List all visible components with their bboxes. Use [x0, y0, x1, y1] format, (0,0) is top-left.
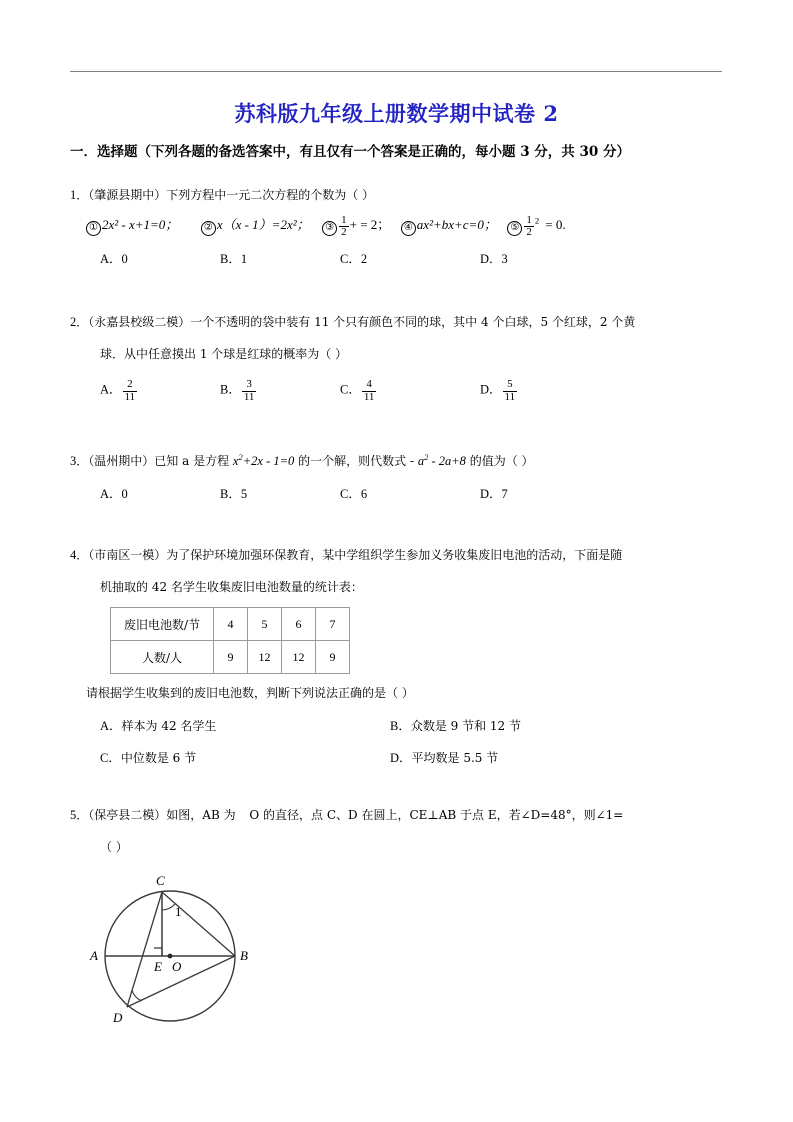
question-1-source: （肇源县期中）	[88, 188, 167, 202]
question-1-expressions	[86, 214, 566, 239]
expr-marker-3: ③	[322, 221, 337, 236]
figure-label-E: E	[154, 959, 162, 974]
question-4-text-line1: 为了保护环境加强环保教育，某中学组织学生参加义务收集废旧电池的活动，下面是随	[166, 548, 623, 562]
option-key: D．	[480, 382, 502, 397]
cell-value: 4	[214, 608, 248, 641]
cell-value: 12	[282, 641, 316, 674]
expr-5-denominator: 2	[526, 226, 532, 239]
question-1-number: 1	[70, 188, 77, 202]
question-1-stem: 1．（肇源县期中）下列方程中一元二次方程的个数为（ ）	[70, 188, 375, 202]
option-key: C．	[340, 487, 361, 501]
option-value: 2	[360, 252, 368, 266]
question-5-text-a: 如图，AB 为	[166, 808, 240, 822]
cell-value: 5	[248, 608, 282, 641]
figure-label-angle-1: 1	[175, 904, 182, 919]
option-fraction	[503, 379, 518, 403]
question-4-number: 4	[70, 548, 77, 562]
question-1-option-d[interactable]	[480, 249, 508, 267]
segment-CD	[127, 892, 162, 1007]
expr-1: 2x² - x+1=0；	[102, 217, 179, 232]
option-value: 样本为 42 名学生	[121, 719, 217, 733]
question-2-number: 2	[70, 315, 77, 329]
question-5-number: 5	[70, 808, 77, 822]
question-3-text-b: 的一个解，则代数式 -	[294, 454, 418, 468]
figure-label-O: O	[172, 959, 182, 974]
question-4-stem-line1: 4．（市南区一模）为了保护环境加强环保教育，某中学组织学生参加义务收集废旧电池的活动，下面是随	[70, 548, 623, 562]
question-4-option-a[interactable]	[100, 716, 216, 734]
cell-value: 12	[248, 641, 282, 674]
option-value: 中位数是 6 节	[120, 751, 197, 765]
row-label-battery-count: 废旧电池数/节	[111, 608, 214, 641]
angle-1-arc	[162, 904, 175, 910]
question-4-text-line2: 机抽取的 42 名学生收集废旧电池数量的统计表：	[100, 580, 363, 594]
header-divider	[70, 71, 722, 72]
question-5-text-b: O 的直径，点 C、D 在圆上，CE⊥AB 于点 E，若∠D=48°，则∠1=	[249, 808, 624, 822]
option-key: C．	[340, 252, 361, 266]
option-value: 7	[501, 487, 508, 501]
option-key: D．	[480, 487, 502, 501]
question-4-prompt	[86, 684, 414, 701]
expr-marker-4: ④	[401, 221, 416, 236]
table-row	[111, 641, 350, 674]
question-3-expression-2: $a^2 - 2a+8$	[417, 451, 466, 468]
expr-5-exponent: 2	[534, 215, 540, 226]
question-2-option-b[interactable]	[220, 379, 257, 403]
option-value: 6	[360, 487, 368, 501]
question-3-source: （温州期中）	[88, 454, 155, 468]
question-3-option-b[interactable]	[220, 484, 247, 502]
option-value: 众数是 9 节和 12 节	[410, 719, 522, 733]
option-key: B．	[220, 487, 241, 501]
option-key: C．	[100, 751, 121, 765]
option-key: A．	[100, 487, 122, 501]
option-key: A．	[100, 382, 122, 397]
cell-value: 6	[282, 608, 316, 641]
question-2-text-line1: 一个不透明的袋中装有 11 个只有颜色不同的球，其中 4 个白球，5 个红球，2 个黄	[190, 315, 636, 329]
figure-label-A: A	[90, 948, 98, 963]
question-4-stem-line2	[100, 578, 363, 595]
option-value: 平均数是 5.5 节	[411, 751, 499, 765]
figure-label-C: C	[156, 873, 165, 888]
question-4-option-d[interactable]	[390, 748, 498, 766]
option-fraction	[123, 379, 138, 403]
right-angle-mark	[154, 948, 162, 956]
expr-marker-2: ②	[201, 221, 216, 236]
page-title: 苏科版九年级上册数学期中试卷 2	[234, 101, 559, 126]
question-1-option-a[interactable]	[100, 249, 128, 267]
cell-value: 9	[316, 641, 350, 674]
expr-5-tail: = 0.	[545, 217, 566, 232]
cell-value: 7	[316, 608, 350, 641]
segment-CB	[162, 892, 235, 956]
question-4-prompt-text: 请根据学生收集到的废旧电池数，判断下列说法正确的是（ ）	[86, 686, 414, 700]
expr-2: x（x - 1）=2x²；	[216, 217, 310, 232]
expr-marker-1: ①	[86, 221, 101, 236]
option-key: A．	[100, 252, 122, 266]
question-2-source: （永嘉县校级二模）	[88, 315, 191, 329]
question-5-answer-blank: （ ）	[100, 840, 128, 854]
option-key: C．	[340, 382, 361, 397]
question-5-stem-line1: 5．（保亭县二模）如图，AB 为 O 的直径，点 C、D 在圆上，CE⊥AB 于点 E，若∠D=48°，则∠1=	[70, 808, 624, 822]
option-value: 1	[240, 252, 248, 266]
option-key: D．	[390, 751, 412, 765]
option-value: 3	[501, 252, 508, 266]
option-key: B．	[220, 382, 241, 397]
center-point-O	[168, 954, 173, 959]
question-2-stem-line2	[100, 345, 347, 362]
table-row	[111, 608, 350, 641]
question-2-option-c[interactable]	[340, 379, 377, 403]
expr-3-tail: + = 2；	[349, 217, 391, 232]
question-4-source: （市南区一模）	[88, 548, 167, 562]
option-fraction	[362, 379, 377, 403]
option-key: A．	[100, 719, 122, 733]
fraction-numerator: 2	[127, 378, 133, 390]
battery-statistics-table	[110, 607, 350, 674]
expr-5-numerator: 1	[526, 213, 532, 226]
fraction-numerator: 3	[246, 378, 252, 390]
question-4-option-b[interactable]	[390, 716, 521, 734]
expr-4: ax²+bx+c=0；	[416, 217, 497, 232]
row-label-student-count: 人数/人	[111, 641, 214, 674]
figure-label-B: B	[240, 948, 248, 963]
angle-D-arc	[132, 990, 142, 1001]
fraction-denominator: 11	[363, 390, 375, 403]
expr-3-denominator: 2	[341, 226, 347, 239]
question-3-expression-1: $x^2+2x - 1=0$	[232, 451, 295, 468]
section-heading: 一．选择题（下列各题的备选答案中，有且仅有一个答案是正确的，每小题 3 分，共 30 分）	[70, 144, 630, 160]
expr-5-fraction	[524, 215, 534, 239]
option-key: B．	[220, 252, 241, 266]
fraction-denominator: 11	[124, 390, 136, 403]
question-5-stem-line2	[100, 838, 128, 855]
expr-3-numerator: 1	[341, 213, 347, 226]
question-3-stem: 3．（温州期中）已知 a 是方程 $x^2+2x - 1=0$ 的一个解，则代数式 - $a^2 - 2a+8$ 的值为（ ）	[70, 451, 534, 468]
question-2-option-a[interactable]	[100, 379, 138, 403]
question-1-option-b[interactable]	[220, 249, 247, 267]
question-2-stem-line1: 2．（永嘉县校级二模）一个不透明的袋中装有 11 个只有颜色不同的球，其中 4 个白球，5 个红球，2 个黄	[70, 315, 636, 329]
option-value: 5	[240, 487, 248, 501]
option-value: 0	[121, 487, 128, 501]
question-3-number: 3	[70, 454, 77, 468]
option-fraction	[242, 379, 257, 403]
question-3-text-c: 的值为（ ）	[465, 454, 534, 468]
question-3-option-c[interactable]	[340, 484, 367, 502]
question-2-option-d[interactable]	[480, 379, 518, 403]
option-key: B．	[390, 719, 411, 733]
fraction-numerator: 5	[507, 378, 513, 390]
expr-marker-5: ⑤	[507, 221, 522, 236]
cell-value: 9	[214, 641, 248, 674]
question-2-text-line2: 球．从中任意摸出 1 个球是红球的概率为（ ）	[100, 347, 348, 361]
question-4-option-c[interactable]	[100, 748, 196, 766]
figure-label-D: D	[113, 1010, 123, 1025]
question-3-option-a[interactable]	[100, 484, 128, 502]
option-value: 0	[121, 252, 128, 266]
option-key: D．	[480, 252, 502, 266]
question-5-circle-figure	[85, 868, 285, 1048]
fraction-denominator: 11	[243, 390, 255, 403]
question-1-text: 下列方程中一元二次方程的个数为（ ）	[166, 188, 375, 202]
question-3-option-d[interactable]	[480, 484, 508, 502]
question-1-option-c[interactable]	[340, 249, 367, 267]
question-5-source: （保亭县二模）	[88, 808, 167, 822]
fraction-denominator: 11	[504, 390, 516, 403]
expr-3-fraction	[339, 215, 349, 239]
fraction-numerator: 4	[366, 378, 372, 390]
question-3-text-a: 已知 a 是方程	[154, 454, 233, 468]
